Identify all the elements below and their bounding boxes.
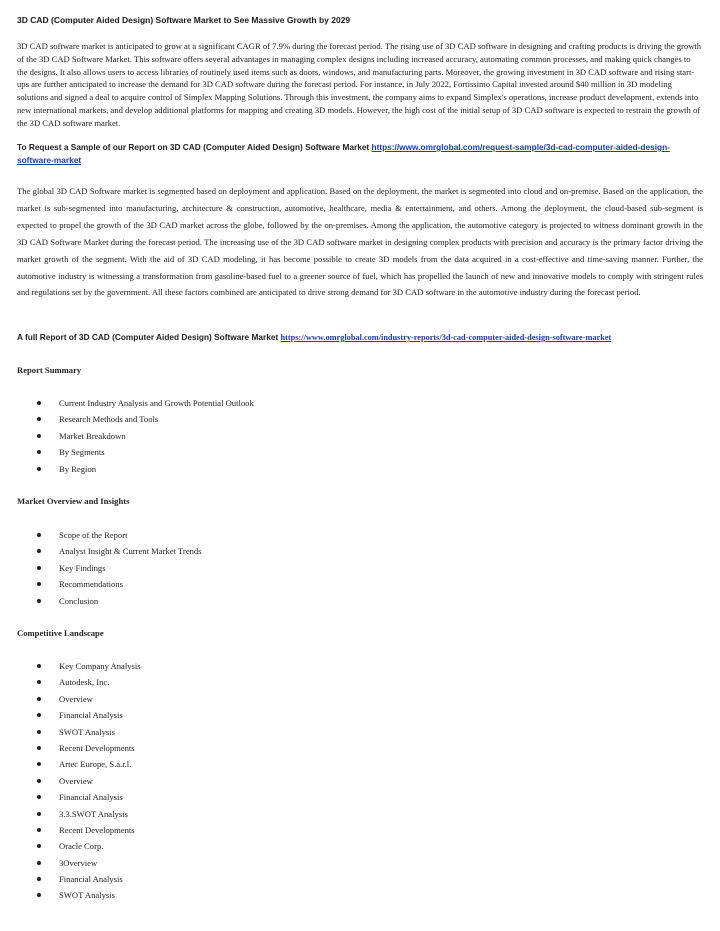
bullet-icon xyxy=(37,697,41,701)
list-item xyxy=(0,413,254,429)
bullet-icon xyxy=(37,762,41,766)
list-item-label: Financial Analysis xyxy=(59,710,123,721)
list-item xyxy=(0,709,141,725)
list-item-label: Analyst Insight & Current Market Trends xyxy=(59,546,202,557)
list-item xyxy=(0,430,254,446)
list-item xyxy=(0,808,141,824)
full-report-line xyxy=(17,332,611,342)
bullet-icon xyxy=(37,417,41,421)
list-item-label: 3Overview xyxy=(59,857,98,868)
list-item xyxy=(0,840,141,856)
list-item xyxy=(0,463,254,479)
list-item-label: Overview xyxy=(59,775,93,786)
bullet-icon xyxy=(37,401,41,405)
list-item xyxy=(0,595,202,611)
list-item xyxy=(0,824,141,840)
list-item-label: Conclusion xyxy=(59,595,99,606)
bullet-icon xyxy=(37,450,41,454)
list-item xyxy=(0,857,141,873)
list-item-label: Recent Developments xyxy=(59,824,135,835)
list-item-label: Artec Europe, S.a.r.l. xyxy=(59,759,132,770)
list-item xyxy=(0,578,202,594)
bullet-icon xyxy=(37,664,41,668)
list-item xyxy=(0,693,141,709)
request-sample-label: To Request a Sample of our Report on 3D CAD (Computer Aided Design) Software Market xyxy=(17,142,372,152)
bullet-icon xyxy=(37,467,41,471)
list-item-label: Current Industry Analysis and Growth Potential Outlook xyxy=(59,398,254,408)
list-item xyxy=(0,529,202,545)
list-item-label: SWOT Analysis xyxy=(59,890,115,901)
list-item xyxy=(0,562,202,578)
full-report-link[interactable]: https://www.omrglobal.com/industry-reports/3d-cad-computer-aided-design-software-market xyxy=(280,333,612,342)
bullet-icon xyxy=(37,844,41,848)
list-item-label: Oracle Corp. xyxy=(59,841,104,852)
list-item-label: 3.3.SWOT Analysis xyxy=(59,808,128,819)
list-item-label: By Segments xyxy=(59,447,105,458)
list-item-label: Financial Analysis xyxy=(59,874,123,885)
report-summary-heading: Report Summary xyxy=(17,365,82,375)
list-item-label: Scope of the Report xyxy=(59,530,128,540)
list-item xyxy=(0,676,141,692)
list-item xyxy=(0,545,202,561)
competitive-landscape-list xyxy=(0,660,141,906)
bullet-icon xyxy=(37,746,41,750)
list-item xyxy=(0,726,141,742)
list-item-label: Research Methods and Tools xyxy=(59,414,159,425)
bullet-icon xyxy=(37,779,41,783)
bullet-icon xyxy=(37,566,41,570)
full-report-label: A full Report of 3D CAD (Computer Aided Design) Software Market xyxy=(17,332,281,342)
intro-paragraph: 3D CAD software market is anticipated to grow at a significant CAGR of 7.9% during the forecast period. The rising use of 3D CAD software in designing and crafting products is driving the growth of the 3D CAD Software Market. This software offers several advantages in managing complex designs including increased accuracy, automating common processes, and making quick changes to the designs. It also allows users to access libraries of routinely used items such as doors, windows, and manufacturing parts. Moreover, the growing investment in 3D CAD software and rising start-ups are further anticipated to increase the demand for 3D CAD software during the forecast period. For instance, in July 2022, Fortissimo Capital invested around $40 million in 3D modeling solutions and signed a deal to acquire control of Simplex Mapping Solutions. Through this investment, the company aims to expand Simplex's operations, increase product development, extends into new international markets, and develop additional platforms for mapping and creating 3D models. However, the high cost of the initial setup of 3D CAD software is expected to restrain the growth of the 3D CAD software market. xyxy=(17,41,702,128)
list-item xyxy=(0,873,141,889)
bullet-icon xyxy=(37,812,41,816)
competitive-landscape-heading: Competitive Landscape xyxy=(17,628,104,638)
list-item-label: Market Breakdown xyxy=(59,430,126,441)
list-item-label: SWOT Analysis xyxy=(59,726,115,737)
segmentation-paragraph: The global 3D CAD Software market is segmented based on deployment and application. Based on the deployment, the market is segmented into cloud and on-premise. Based on the application, the market is sub-segmented into manufacturing, architecture & construction, automotive, healthcare, media & entertainment, and others. Among the deployment, the cloud-based sub-segment is expected to propel the growth of the 3D CAD market across the globe, followed by the on-premises. Among the application, the automotive category is projected to witness dominant growth in the 3D CAD Software Market during the forecast period. The increasing use of the 3D CAD software market in designing complex products with precision and accuracy is the primary factor driving the market growth of the segment. With the aid of 3D CAD modeling, it has become possible to create 3D models from the data acquired in a cost-effective and time-saving manner. Further, the automotive industry is witnessing a transformation from gasoline-based fuel to a greener source of fuel, which has propelled the launch of new and innovative models to comply with stringent rules and regulations set by the government. All these factors combined are anticipated to drive strong demand for 3D CAD software in the automotive industry during the forecast period. xyxy=(17,186,703,298)
bullet-icon xyxy=(37,893,41,897)
list-item xyxy=(0,446,254,462)
list-item-label: Overview xyxy=(59,693,93,704)
document-title: 3D CAD (Computer Aided Design) Software Market to See Massive Growth by 2029 xyxy=(17,15,351,25)
report-summary-list xyxy=(0,397,254,479)
list-item-label: Financial Analysis xyxy=(59,792,123,803)
bullet-icon xyxy=(37,861,41,865)
bullet-icon xyxy=(37,434,41,438)
bullet-icon xyxy=(37,877,41,881)
bullet-icon xyxy=(37,680,41,684)
bullet-icon xyxy=(37,713,41,717)
list-item xyxy=(0,775,141,791)
bullet-icon xyxy=(37,795,41,799)
bullet-icon xyxy=(37,533,41,537)
bullet-icon xyxy=(37,599,41,603)
bullet-icon xyxy=(37,582,41,586)
market-overview-heading: Market Overview and Insights xyxy=(17,496,130,506)
bullet-icon xyxy=(37,828,41,832)
list-item-label: Recommendations xyxy=(59,579,123,590)
market-overview-list xyxy=(0,529,202,611)
list-item xyxy=(0,660,141,676)
bullet-icon xyxy=(37,549,41,553)
list-item-label: Key Company Analysis xyxy=(59,661,141,671)
list-item-label: Key Findings xyxy=(59,562,106,573)
list-item xyxy=(0,742,141,758)
list-item xyxy=(0,758,141,774)
bullet-icon xyxy=(37,730,41,734)
list-item xyxy=(0,889,141,905)
request-sample-link[interactable]: https://www.omrglobal.com/request-sample/3d-cad-computer-aided-design-software-market xyxy=(17,142,670,165)
list-item-label: Autodesk, Inc. xyxy=(59,677,110,688)
list-item xyxy=(0,791,141,807)
list-item-label: By Region xyxy=(59,463,97,474)
list-item-label: Recent Developments xyxy=(59,742,135,753)
list-item xyxy=(0,397,254,413)
request-sample-line xyxy=(17,141,703,167)
